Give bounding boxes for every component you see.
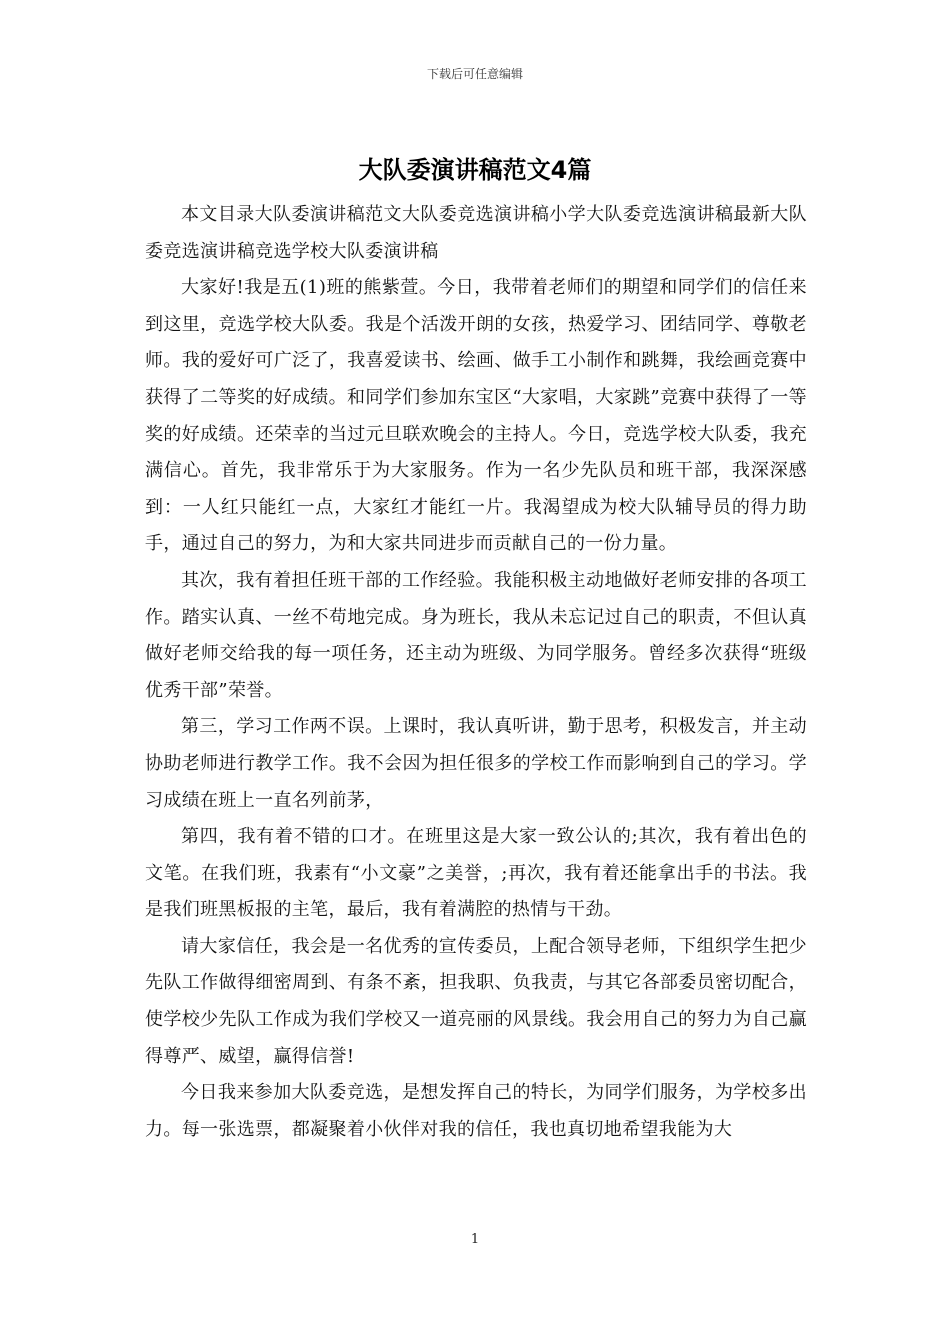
paragraph: 第四，我有着不错的口才。在班里这是大家一致公认的;其次，我有着出色的文笔。在我们班，我素有“小文豪”之美誉，;再次，我有着还能拿出手的书法。我是我们班黑板报的主笔，最后，我有着满腔的热情与干劲。 [145,826,807,921]
paragraph: 今日我来参加大队委竞选，是想发挥自己的特长，为同学们服务，为学校多出力。每一张选票，都凝聚着小伙伴对我的信任，我也真切地希望我能为大 [145,1082,807,1140]
paragraph-table-of-contents: 本文目录大队委演讲稿范文大队委竞选演讲稿小学大队委竞选演讲稿最新大队委竞选演讲稿竞选学校大队委演讲稿 [145,204,807,262]
paragraph: 第三，学习工作两不误。上课时，我认真听讲，勤于思考，积极发言，并主动协助老师进行教学工作。我不会因为担任很多的学校工作而影响到自己的学习。学习成绩在班上一直名列前茅， [145,716,807,811]
paragraph: 大家好!我是五(1)班的熊紫萱。今日，我带着老师们的期望和同学们的信任来到这里，竞选学校大队委。我是个活泼开朗的女孩，热爱学习、团结同学、尊敬老师。我的爱好可广泛了，我喜爱读书、绘画、做手工小制作和跳舞，我绘画竞赛中获得了二等奖的好成绩。和同学们参加东宝区“大家唱，大家跳”竞赛中获得了一等奖的好成绩。还荣幸的当过元旦联欢晚会的主持人。今日，竞选学校大队委，我充满信心。首先，我非常乐于为大家服务。作为一名少先队员和班干部，我深深感到：一人红只能红一点，大家红才能红一片。我渴望成为校大队辅导员的得力助手，通过自己的努力，为和大家共同进步而贡献自己的一份力量。 [145,277,807,555]
document-body [145,197,807,1148]
paragraph: 其次，我有着担任班干部的工作经验。我能积极主动地做好老师安排的各项工作。踏实认真、一丝不苟地完成。身为班长，我从未忘记过自己的职责，不但认真做好老师交给我的每一项任务，还主动为班级、为同学服务。曾经多次获得“班级优秀干部”荣誉。 [145,569,807,701]
document-title: 大队委演讲稿范文4篇 [358,156,592,184]
page-number: 1 [470,1232,480,1247]
paragraph: 请大家信任，我会是一名优秀的宣传委员，上配合领导老师，下组织学生把少先队工作做得细密周到、有条不紊，担我职、负我责，与其它各部委员密切配合，使学校少先队工作成为我们学校又一道亮丽的风景线。我会用自己的努力为自己赢得尊严、威望，赢得信誉! [145,935,807,1067]
header-note: 下载后可任意编辑 [426,67,523,81]
